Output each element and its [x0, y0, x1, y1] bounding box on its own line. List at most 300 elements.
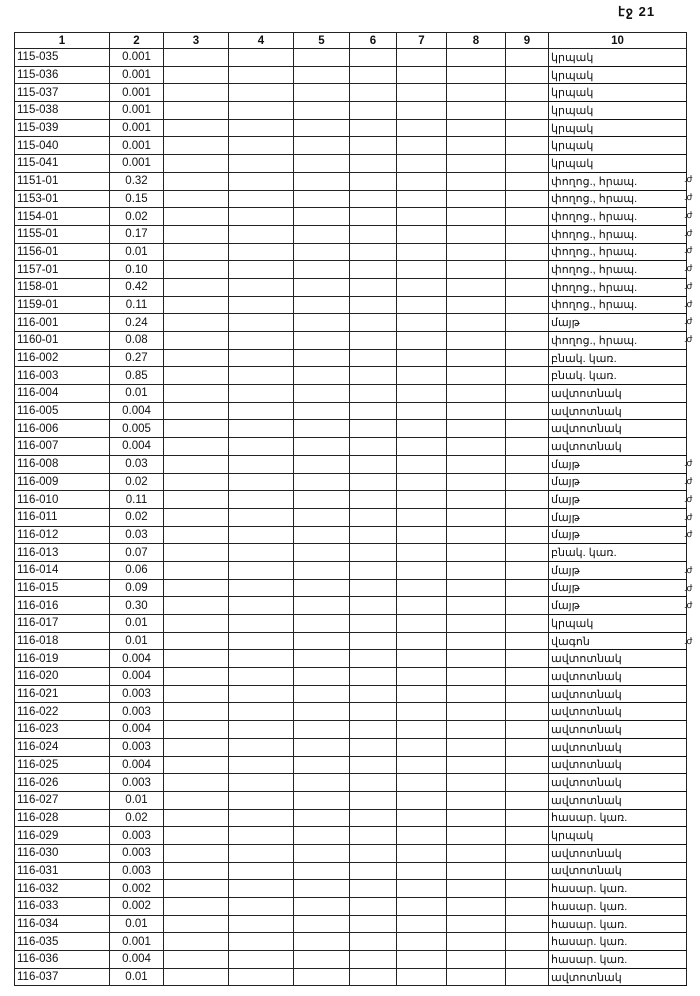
empty-cell	[294, 597, 350, 615]
empty-cell	[294, 526, 350, 544]
empty-cell	[397, 102, 447, 120]
area-value: 0.002	[110, 880, 164, 898]
empty-cell	[229, 314, 294, 332]
empty-cell	[294, 438, 350, 456]
empty-cell	[350, 84, 397, 102]
empty-cell	[447, 208, 506, 226]
empty-cell	[350, 420, 397, 438]
empty-cell	[397, 66, 447, 84]
empty-cell	[229, 402, 294, 420]
empty-cell	[229, 721, 294, 739]
empty-cell	[447, 951, 506, 969]
table-row	[15, 526, 687, 544]
empty-cell	[350, 473, 397, 491]
empty-cell	[229, 862, 294, 880]
parcel-code: 1154-01	[15, 208, 110, 226]
empty-cell	[506, 491, 549, 509]
table-row	[15, 332, 687, 350]
area-value: 0.11	[110, 296, 164, 314]
empty-cell	[350, 438, 397, 456]
empty-cell	[229, 915, 294, 933]
empty-cell	[506, 915, 549, 933]
parcel-code: 116-010	[15, 491, 110, 509]
empty-cell	[164, 385, 229, 403]
empty-cell	[506, 172, 549, 190]
parcel-code: 116-006	[15, 420, 110, 438]
parcel-code: 1159-01	[15, 296, 110, 314]
parcel-code: 116-021	[15, 685, 110, 703]
empty-cell	[447, 332, 506, 350]
table-row	[15, 278, 687, 296]
empty-cell	[229, 332, 294, 350]
empty-cell	[350, 915, 397, 933]
parcel-code: 1156-01	[15, 243, 110, 261]
empty-cell	[506, 809, 549, 827]
empty-cell	[294, 756, 350, 774]
empty-cell	[447, 915, 506, 933]
table-row	[15, 579, 687, 597]
parcel-code: 116-034	[15, 915, 110, 933]
empty-cell	[397, 314, 447, 332]
usage-type: ավտոտնակ	[549, 791, 687, 809]
empty-cell	[397, 367, 447, 385]
empty-cell	[506, 225, 549, 243]
parcel-code: 115-036	[15, 66, 110, 84]
table-row	[15, 314, 687, 332]
empty-cell	[229, 349, 294, 367]
empty-cell	[506, 650, 549, 668]
empty-cell	[397, 561, 447, 579]
empty-cell	[229, 968, 294, 986]
empty-cell	[447, 650, 506, 668]
area-value: 0.003	[110, 774, 164, 792]
empty-cell	[294, 615, 350, 633]
empty-cell	[506, 119, 549, 137]
usage-type: ավտոտնակ	[549, 385, 687, 403]
empty-cell	[294, 703, 350, 721]
empty-cell	[229, 685, 294, 703]
empty-cell	[229, 438, 294, 456]
empty-cell	[350, 933, 397, 951]
usage-type: կրպակ	[549, 84, 687, 102]
empty-cell	[229, 367, 294, 385]
empty-cell	[506, 349, 549, 367]
table-row	[15, 597, 687, 615]
table-row	[15, 66, 687, 84]
usage-type: ավտոտնակ	[549, 420, 687, 438]
usage-type: ավտոտնակ	[549, 774, 687, 792]
margin-mark: .ժ	[684, 600, 693, 611]
empty-cell	[397, 385, 447, 403]
usage-type: ավտոտնակ	[549, 650, 687, 668]
parcel-code: 116-005	[15, 402, 110, 420]
empty-cell	[164, 650, 229, 668]
register-table	[14, 32, 687, 986]
empty-cell	[164, 862, 229, 880]
empty-cell	[506, 791, 549, 809]
usage-type: կրպակ	[549, 137, 687, 155]
empty-cell	[506, 844, 549, 862]
empty-cell	[447, 756, 506, 774]
empty-cell	[350, 190, 397, 208]
empty-cell	[229, 933, 294, 951]
usage-type: մայթ	[549, 314, 687, 332]
empty-cell	[294, 791, 350, 809]
table-row	[15, 561, 687, 579]
empty-cell	[294, 367, 350, 385]
empty-cell	[397, 933, 447, 951]
empty-cell	[447, 579, 506, 597]
empty-cell	[350, 526, 397, 544]
area-value: 0.001	[110, 66, 164, 84]
empty-cell	[506, 438, 549, 456]
area-value: 0.004	[110, 721, 164, 739]
area-value: 0.02	[110, 473, 164, 491]
usage-type: ավտոտնակ	[549, 968, 687, 986]
table-row	[15, 862, 687, 880]
empty-cell	[350, 809, 397, 827]
empty-cell	[506, 473, 549, 491]
parcel-code: 116-020	[15, 668, 110, 686]
empty-cell	[506, 561, 549, 579]
empty-cell	[164, 349, 229, 367]
empty-cell	[164, 438, 229, 456]
parcel-code: 1158-01	[15, 278, 110, 296]
page-number: էջ 21	[618, 4, 656, 19]
empty-cell	[506, 721, 549, 739]
usage-type: մայթ	[549, 508, 687, 526]
parcel-code: 116-035	[15, 933, 110, 951]
empty-cell	[164, 314, 229, 332]
empty-cell	[350, 225, 397, 243]
empty-cell	[506, 102, 549, 120]
empty-cell	[164, 137, 229, 155]
column-header-10: 10	[549, 33, 687, 49]
empty-cell	[397, 261, 447, 279]
empty-cell	[294, 385, 350, 403]
empty-cell	[397, 668, 447, 686]
empty-cell	[447, 508, 506, 526]
usage-type: հասար. կառ.	[549, 809, 687, 827]
usage-type: կրպակ	[549, 155, 687, 173]
empty-cell	[294, 668, 350, 686]
empty-cell	[164, 597, 229, 615]
empty-cell	[294, 862, 350, 880]
empty-cell	[447, 402, 506, 420]
empty-cell	[350, 49, 397, 67]
table-row	[15, 703, 687, 721]
area-value: 0.003	[110, 703, 164, 721]
parcel-code: 116-032	[15, 880, 110, 898]
parcel-code: 116-033	[15, 898, 110, 916]
empty-cell	[506, 933, 549, 951]
area-value: 0.42	[110, 278, 164, 296]
empty-cell	[229, 473, 294, 491]
usage-type: փողոց., հրապ.	[549, 243, 687, 261]
empty-cell	[229, 385, 294, 403]
empty-cell	[397, 332, 447, 350]
empty-cell	[397, 632, 447, 650]
empty-cell	[294, 968, 350, 986]
empty-cell	[350, 102, 397, 120]
table-row	[15, 243, 687, 261]
empty-cell	[506, 314, 549, 332]
parcel-code: 115-035	[15, 49, 110, 67]
area-value: 0.001	[110, 933, 164, 951]
empty-cell	[229, 420, 294, 438]
area-value: 0.005	[110, 420, 164, 438]
empty-cell	[447, 615, 506, 633]
empty-cell	[294, 243, 350, 261]
table-row	[15, 385, 687, 403]
empty-cell	[294, 721, 350, 739]
table-row	[15, 933, 687, 951]
usage-type: փողոց., հրապ.	[549, 172, 687, 190]
empty-cell	[397, 615, 447, 633]
empty-cell	[350, 66, 397, 84]
table-row	[15, 650, 687, 668]
usage-type: բնակ. կառ.	[549, 544, 687, 562]
empty-cell	[447, 738, 506, 756]
empty-cell	[294, 155, 350, 173]
table-row	[15, 685, 687, 703]
empty-cell	[506, 738, 549, 756]
empty-cell	[350, 402, 397, 420]
parcel-code: 1157-01	[15, 261, 110, 279]
empty-cell	[506, 526, 549, 544]
empty-cell	[350, 455, 397, 473]
margin-mark: .ժ	[684, 334, 693, 344]
empty-cell	[350, 332, 397, 350]
empty-cell	[164, 668, 229, 686]
empty-cell	[164, 721, 229, 739]
usage-type: կրպակ	[549, 49, 687, 67]
empty-cell	[447, 102, 506, 120]
empty-cell	[397, 278, 447, 296]
empty-cell	[294, 898, 350, 916]
empty-cell	[164, 508, 229, 526]
usage-type: մայթ	[549, 473, 687, 491]
empty-cell	[397, 968, 447, 986]
empty-cell	[294, 544, 350, 562]
parcel-code: 116-017	[15, 615, 110, 633]
usage-type: փողոց., հրապ.	[549, 225, 687, 243]
empty-cell	[447, 385, 506, 403]
empty-cell	[164, 880, 229, 898]
parcel-code: 1160-01	[15, 332, 110, 350]
empty-cell	[350, 827, 397, 845]
empty-cell	[350, 491, 397, 509]
empty-cell	[294, 314, 350, 332]
empty-cell	[506, 208, 549, 226]
area-value: 0.003	[110, 827, 164, 845]
usage-type: մայթ	[549, 597, 687, 615]
empty-cell	[164, 332, 229, 350]
parcel-code: 116-014	[15, 561, 110, 579]
table-row	[15, 738, 687, 756]
empty-cell	[397, 155, 447, 173]
parcel-code: 116-009	[15, 473, 110, 491]
usage-type: հասար. կառ.	[549, 915, 687, 933]
empty-cell	[506, 243, 549, 261]
margin-mark: .ժ	[684, 493, 693, 504]
empty-cell	[350, 172, 397, 190]
area-value: 0.85	[110, 367, 164, 385]
empty-cell	[397, 455, 447, 473]
empty-cell	[350, 597, 397, 615]
empty-cell	[506, 278, 549, 296]
empty-cell	[294, 332, 350, 350]
empty-cell	[506, 367, 549, 385]
empty-cell	[294, 951, 350, 969]
empty-cell	[397, 774, 447, 792]
empty-cell	[506, 66, 549, 84]
empty-cell	[350, 615, 397, 633]
usage-type: ավտոտնակ	[549, 844, 687, 862]
empty-cell	[229, 579, 294, 597]
empty-cell	[447, 491, 506, 509]
margin-mark: .ժ	[684, 192, 693, 202]
empty-cell	[294, 402, 350, 420]
empty-cell	[294, 172, 350, 190]
area-value: 0.03	[110, 455, 164, 473]
empty-cell	[447, 862, 506, 880]
table-row	[15, 455, 687, 473]
usage-type: ավտոտնակ	[549, 438, 687, 456]
empty-cell	[229, 738, 294, 756]
empty-cell	[164, 296, 229, 314]
empty-cell	[506, 261, 549, 279]
empty-cell	[397, 491, 447, 509]
parcel-code: 116-026	[15, 774, 110, 792]
empty-cell	[229, 827, 294, 845]
table-row	[15, 261, 687, 279]
empty-cell	[397, 738, 447, 756]
parcel-code: 116-011	[15, 508, 110, 526]
empty-cell	[229, 880, 294, 898]
usage-type: կրպակ	[549, 119, 687, 137]
empty-cell	[397, 791, 447, 809]
parcel-code: 116-018	[15, 632, 110, 650]
area-value: 0.30	[110, 597, 164, 615]
empty-cell	[229, 756, 294, 774]
area-value: 0.004	[110, 438, 164, 456]
empty-cell	[294, 296, 350, 314]
empty-cell	[447, 703, 506, 721]
empty-cell	[164, 367, 229, 385]
empty-cell	[229, 49, 294, 67]
empty-cell	[506, 774, 549, 792]
parcel-code: 116-022	[15, 703, 110, 721]
empty-cell	[294, 137, 350, 155]
empty-cell	[164, 455, 229, 473]
empty-cell	[447, 968, 506, 986]
empty-cell	[229, 951, 294, 969]
empty-cell	[164, 49, 229, 67]
column-header-6: 6	[350, 33, 397, 49]
empty-cell	[397, 137, 447, 155]
empty-cell	[229, 66, 294, 84]
empty-cell	[294, 685, 350, 703]
empty-cell	[350, 898, 397, 916]
empty-cell	[294, 455, 350, 473]
empty-cell	[447, 137, 506, 155]
usage-type: մայթ	[549, 491, 687, 509]
table-row	[15, 968, 687, 986]
parcel-code: 116-001	[15, 314, 110, 332]
usage-type: մայթ	[549, 455, 687, 473]
margin-mark: .ժ	[684, 316, 693, 327]
empty-cell	[164, 915, 229, 933]
usage-type: կրպակ	[549, 615, 687, 633]
empty-cell	[164, 951, 229, 969]
area-value: 0.02	[110, 208, 164, 226]
empty-cell	[229, 190, 294, 208]
area-value: 0.01	[110, 791, 164, 809]
empty-cell	[506, 190, 549, 208]
empty-cell	[350, 756, 397, 774]
parcel-code: 116-003	[15, 367, 110, 385]
empty-cell	[294, 844, 350, 862]
parcel-code: 116-008	[15, 455, 110, 473]
empty-cell	[506, 332, 549, 350]
empty-cell	[164, 827, 229, 845]
empty-cell	[447, 898, 506, 916]
empty-cell	[350, 703, 397, 721]
empty-cell	[164, 155, 229, 173]
empty-cell	[447, 668, 506, 686]
empty-cell	[164, 632, 229, 650]
empty-cell	[229, 278, 294, 296]
empty-cell	[447, 49, 506, 67]
empty-cell	[229, 296, 294, 314]
empty-cell	[294, 190, 350, 208]
area-value: 0.02	[110, 508, 164, 526]
empty-cell	[506, 756, 549, 774]
usage-type: մայթ	[549, 561, 687, 579]
empty-cell	[350, 685, 397, 703]
parcel-code: 116-027	[15, 791, 110, 809]
empty-cell	[506, 632, 549, 650]
empty-cell	[506, 862, 549, 880]
area-value: 0.001	[110, 155, 164, 173]
empty-cell	[447, 119, 506, 137]
usage-type: ավտոտնակ	[549, 685, 687, 703]
usage-type: ավտոտնակ	[549, 402, 687, 420]
empty-cell	[350, 738, 397, 756]
empty-cell	[506, 544, 549, 562]
empty-cell	[350, 968, 397, 986]
empty-cell	[350, 314, 397, 332]
empty-cell	[506, 703, 549, 721]
empty-cell	[447, 774, 506, 792]
empty-cell	[164, 420, 229, 438]
usage-type: ավտոտնակ	[549, 721, 687, 739]
empty-cell	[164, 774, 229, 792]
table-row	[15, 296, 687, 314]
area-value: 0.01	[110, 915, 164, 933]
empty-cell	[447, 225, 506, 243]
table-row	[15, 119, 687, 137]
table-row	[15, 155, 687, 173]
area-value: 0.06	[110, 561, 164, 579]
empty-cell	[229, 208, 294, 226]
empty-cell	[506, 385, 549, 403]
empty-cell	[447, 84, 506, 102]
empty-cell	[350, 296, 397, 314]
empty-cell	[229, 809, 294, 827]
empty-cell	[294, 420, 350, 438]
